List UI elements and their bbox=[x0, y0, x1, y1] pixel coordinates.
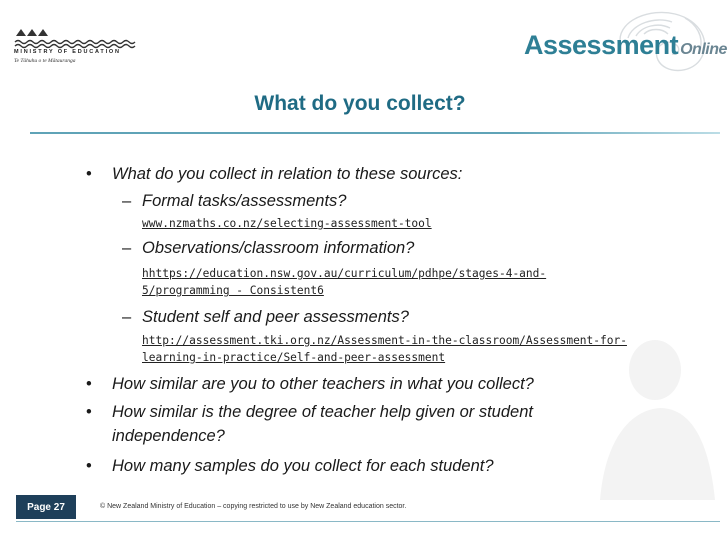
footer-divider bbox=[16, 521, 720, 522]
title-divider bbox=[30, 132, 720, 134]
ministry-emblem-icon bbox=[14, 26, 144, 48]
link-observations[interactable]: hhttps://education.nsw.gov.au/curriculum/pdhpe/stages-4-and- 5/programming - Consistent6 bbox=[142, 267, 547, 297]
bullet-text: How many samples do you collect for each student? bbox=[112, 457, 494, 475]
sub-item-1 bbox=[122, 190, 347, 212]
bullet-text-cont: independence? bbox=[112, 427, 225, 445]
sub-item-2 bbox=[122, 237, 415, 259]
bullet-1 bbox=[86, 162, 463, 186]
sub-item-label: Formal tasks/assessments? bbox=[142, 192, 347, 210]
bullet-dot: • bbox=[86, 165, 92, 183]
page-number-badge: Page 27 bbox=[16, 495, 76, 519]
brand-sub: Online bbox=[680, 41, 727, 58]
dash-marker: – bbox=[122, 192, 132, 210]
sub-item-label: Student self and peer assessments? bbox=[142, 308, 409, 326]
dash-marker: – bbox=[122, 239, 132, 257]
brand-main: Assessment bbox=[524, 30, 679, 60]
bullet-dot: • bbox=[86, 403, 92, 421]
sub-item-3 bbox=[122, 306, 409, 328]
bullet-2 bbox=[86, 372, 534, 396]
slide-title: What do you collect? bbox=[254, 92, 466, 115]
bullet-3 bbox=[86, 400, 533, 448]
dash-marker: – bbox=[122, 308, 132, 326]
link-formal-tasks[interactable]: www.nzmaths.co.nz/selecting-assessment-tool bbox=[142, 217, 432, 230]
assessment-online-logo bbox=[500, 0, 727, 78]
ministry-name: MINISTRY OF EDUCATION bbox=[14, 49, 121, 55]
link-self-peer[interactable]: http://assessment.tki.org.nz/Assessment-in-the-classroom/Assessment-for- learning-in-practice/Self-and-peer-assessment bbox=[142, 334, 627, 364]
ministry-logo bbox=[14, 26, 144, 66]
bullet-text: How similar is the degree of teacher help given or student bbox=[112, 403, 533, 421]
copyright-notice: © New Zealand Ministry of Education – copying restricted to use by New Zealand education sector. bbox=[100, 503, 407, 510]
bullet-dot: • bbox=[86, 457, 92, 475]
bullet-dot: • bbox=[86, 375, 92, 393]
brand-name bbox=[524, 30, 727, 61]
ministry-maori-name: Te Tāhuhu o te Mātauranga bbox=[14, 58, 76, 64]
bullet-text: How similar are you to other teachers in what you collect? bbox=[112, 375, 534, 393]
bullet-4 bbox=[86, 454, 494, 478]
bullet-text: What do you collect in relation to these sources: bbox=[112, 165, 463, 183]
sub-item-label: Observations/classroom information? bbox=[142, 239, 415, 257]
